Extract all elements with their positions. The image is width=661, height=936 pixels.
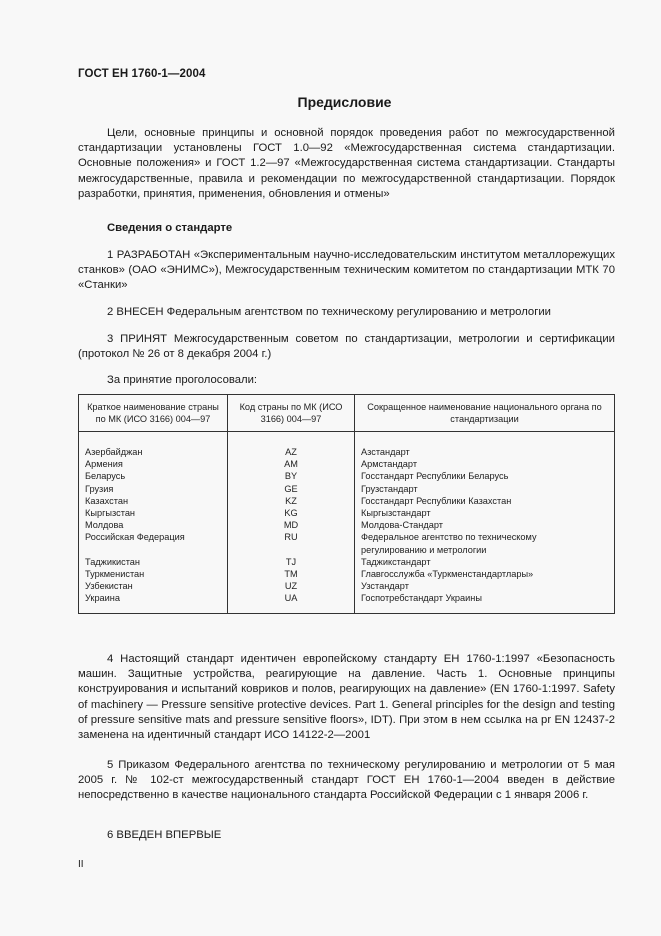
item-3	[78, 332, 615, 362]
voting-table	[78, 394, 615, 614]
item-4	[78, 652, 615, 743]
table-cell: TM	[284, 568, 298, 579]
table-cell: BY	[284, 471, 298, 482]
table-cell: UZ	[284, 581, 298, 592]
table-cell: Грузия	[85, 483, 114, 494]
table-cell: Армения	[85, 459, 123, 470]
table-cell: RU	[284, 532, 298, 543]
document-code: ГОСТ ЕН 1760-1—2004	[78, 68, 206, 80]
voted-text: За принятие проголосовали:	[107, 374, 258, 386]
table-cell: Армстандарт	[361, 459, 418, 470]
table-cell: Беларусь	[85, 471, 126, 482]
item-1	[78, 248, 615, 294]
table-cell: Таджикистан	[85, 556, 140, 567]
item-3-text: 3 ПРИНЯТ Межгосударственным советом по стандартизации, метрологии и сертификации (протокол № 26 от 8 декабря 2004 г.)	[78, 333, 615, 361]
intro-text: Цели, основные принципы и основной порядок проведения работ по межгосударственной стандартизации установлены ГОСТ 1.0—92 «Межгосударственная система стандартизации. Основные положения» и ГОСТ 1.2—97 «Межгосударственная система стандартизации. Стандарты межгосударственные, правила и рекомендации по межгосударственной стандартизации. Порядок разработки, принятия, применения, обновления и отмены»	[78, 127, 615, 200]
table-cell: UA	[284, 593, 298, 604]
table-cell: Молдова	[85, 520, 124, 531]
table-cell: Кыргызстан	[85, 507, 136, 518]
table-cell: регулированию и метрологии	[361, 544, 487, 555]
item-4-text: 4 Настоящий стандарт идентичен европейскому стандарту ЕН 1760-1:1997 «Безопасность машин. Защитные устройства, реагирующие на давление. Часть 1. Основные принципы конструирования и испытаний ковриков и полов, реагирующих на давление» (EN 1760-1:1997. Safety of machinery — Pressure sensitive protective devices. Part 1. General principles for the design and testing of pressure sensitive mats and pressure sensitive floors», IDT). При этом в нем ссылка на pr EN 12437-2 заменена на идентичный стандарт ИСО 14122-2—2001	[78, 653, 615, 742]
table-cell: Госпотребстандарт Украины	[361, 593, 482, 604]
voted-label	[78, 373, 615, 388]
table-cell: Федеральное агентство по техническому	[361, 532, 537, 543]
table-cell: Главгосслужба «Туркменстандартлары»	[361, 568, 534, 579]
table-cell: KZ	[285, 495, 297, 506]
table-cell	[85, 544, 221, 556]
table-cell: KG	[284, 507, 298, 518]
body-column	[355, 432, 615, 614]
table-cell: Казахстан	[85, 495, 129, 506]
item-2-text: 2 ВНЕСЕН Федеральным агентством по техническому регулированию и метрологии	[107, 306, 551, 318]
item-6	[78, 828, 615, 843]
item-2	[78, 305, 615, 320]
table-cell: Узстандарт	[361, 581, 409, 592]
item-5	[78, 758, 615, 804]
table-cell: MD	[283, 520, 299, 531]
table-cell: AM	[284, 459, 298, 470]
table-cell: Украина	[85, 593, 120, 604]
table-cell: Таджикстандарт	[361, 556, 431, 567]
table-cell: Госстандарт Республики Беларусь	[361, 471, 509, 482]
intro-paragraph	[78, 126, 615, 202]
table-cell: Узбекистан	[85, 581, 133, 592]
item-1-text: 1 РАЗРАБОТАН «Экспериментальным научно-исследовательским институтом металлорежущих станков» (ОАО «ЭНИМС»), Межгосударственным техническим комитетом по стандартизации МТК 70 «Станки»	[78, 249, 615, 292]
table-cell: Кыргызстандарт	[361, 507, 431, 518]
table-cell: TJ	[285, 556, 297, 567]
table-cell: Азербайджан	[85, 447, 143, 457]
item-5-text: 5 Приказом Федерального агентства по техническому регулированию и метрологии от 5 мая 2005 г. № 102-ст межгосударственный стандарт ГОСТ ЕН 1760-1—2004 введен в действие непосредственно в качестве национального стандарта Российской Федерации с 1 января 2006 г.	[78, 759, 615, 802]
table-cell: Азстандарт	[361, 447, 410, 457]
country-column	[79, 432, 228, 614]
table-header-body: Сокращенное наименование национального органа по стандартизации	[355, 395, 615, 432]
table-header-country: Краткое наименование страны по МК (ИСО 3166) 004—97	[79, 395, 228, 432]
table-cell: Российская Федерация	[85, 532, 185, 543]
table-cell: Молдова-Стандарт	[361, 520, 443, 531]
item-6-text: 6 ВВЕДЕН ВПЕРВЫЕ	[107, 829, 222, 841]
page-number: II	[78, 859, 84, 870]
table-cell: Госстандарт Республики Казахстан	[361, 495, 512, 506]
table-cell	[234, 544, 348, 556]
page-title: Предисловие	[297, 94, 392, 110]
table-header-code: Код страны по МК (ИСО 3166) 004—97	[228, 395, 355, 432]
section-heading: Сведения о стандарте	[107, 222, 233, 234]
table-cell: Грузстандарт	[361, 483, 418, 494]
code-column	[228, 432, 355, 614]
table-cell: GE	[284, 483, 298, 494]
table-cell: AZ	[285, 447, 297, 457]
table-cell: Туркменистан	[85, 568, 145, 579]
